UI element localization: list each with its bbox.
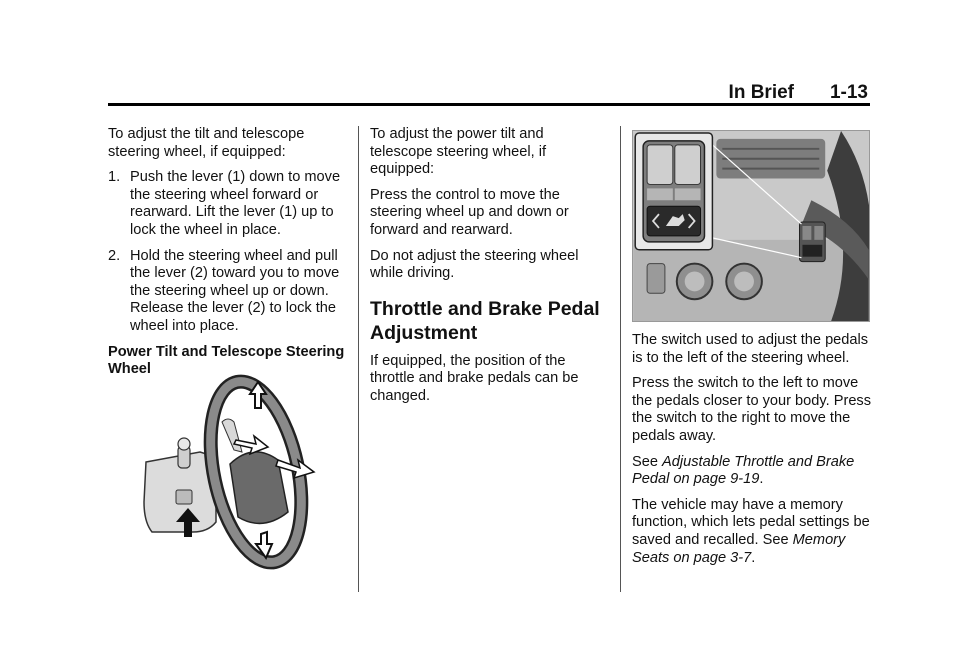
period: . <box>759 471 764 488</box>
column-divider-1 <box>358 126 359 592</box>
header-rule <box>108 103 870 106</box>
memory-seats-reference[interactable]: Memory Seats on page 3-7 <box>632 531 846 566</box>
period: . <box>751 549 756 566</box>
tilt-steps <box>108 169 348 335</box>
power-tilt-instruction: Press the control to move the steering wheel up and down or forward and rearward. <box>370 186 569 238</box>
switch-instruction: Press the switch to the left to move the pedals closer to your body. Press the switch to the right to move the pedals away. <box>632 375 872 444</box>
step-text: Hold the steering wheel and pull the lever (2) toward you to move the steering wheel up or down. Release the lever (2) to lock the wheel into place. <box>130 247 340 334</box>
see-reference-pedal <box>632 454 872 489</box>
pedal-page-reference[interactable]: Adjustable Throttle and Brake Pedal on page 9-19 <box>632 453 855 488</box>
pedal-intro: If equipped, the position of the throttle and brake pedals can be changed. <box>370 352 579 404</box>
memory-function-note <box>632 497 872 567</box>
column-left <box>108 126 348 387</box>
steering-wheel-illustration <box>138 372 328 572</box>
page-number: 1-13 <box>829 82 868 103</box>
pedal-section-heading: Throttle and Brake Pedal Adjustment <box>370 297 600 344</box>
tilt-intro: To adjust the tilt and telescope steering wheel, if equipped: <box>108 126 305 160</box>
memory-text: The vehicle may have a memory function, which lets pedal settings be saved and recalled. See <box>632 496 870 548</box>
step-2 <box>108 248 348 336</box>
step-1 <box>108 169 348 239</box>
pedal-switch-photo <box>632 130 870 322</box>
section-title: In Brief <box>728 82 794 103</box>
see-label: See <box>632 453 663 470</box>
column-divider-2 <box>620 126 621 592</box>
column-right <box>632 332 872 575</box>
step-number: 2. <box>108 247 121 264</box>
step-number: 1. <box>108 169 121 186</box>
step-text: Push the lever (1) down to move the steering wheel forward or rearward. Lift the lever (1) up to lock the wheel in place. <box>130 169 341 238</box>
power-tilt-subheading: Power Tilt and Telescope Steering Wheel <box>108 343 345 378</box>
switch-location: The switch used to adjust the pedals is to the left of the steering wheel. <box>632 332 869 366</box>
power-tilt-intro: To adjust the power tilt and telescope steering wheel, if equipped: <box>370 126 547 178</box>
driving-warning: Do not adjust the steering wheel while driving. <box>370 247 579 282</box>
page-header <box>108 82 870 106</box>
column-middle <box>370 126 606 414</box>
